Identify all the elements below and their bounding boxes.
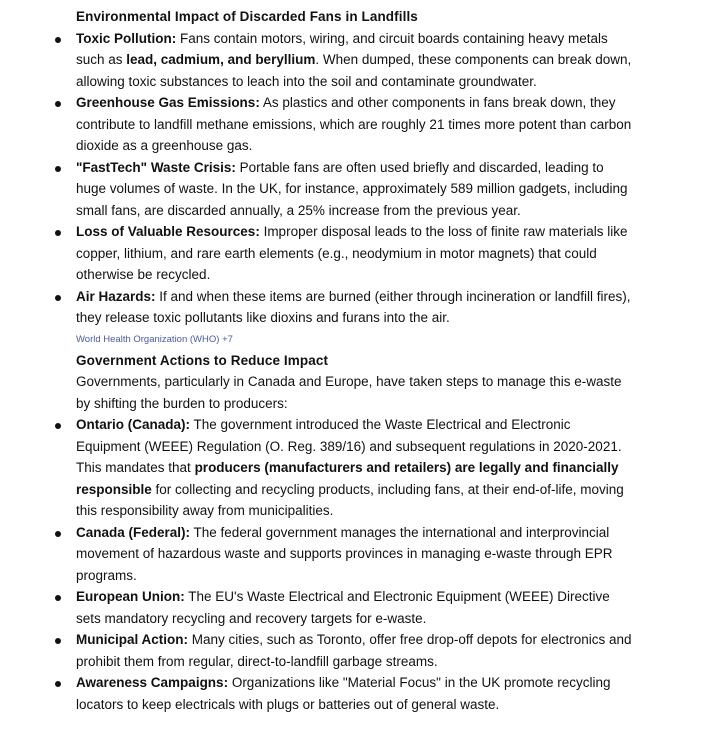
bullet-icon [55,37,61,43]
item-text: Portable fans are often used briefly and discarded, leading to huge volumes of waste. In the UK, for instance, approximately 589 million gadgets, including small fans, are discarded annually, a 25% increase from the previous year. [76,159,628,218]
bullet-icon [55,595,61,601]
item-text-after: . When dumped, these components can break down, allowing toxic substances to leach into the soil and contaminate groundwater. [76,52,632,89]
item-term: Loss of Valuable Resources: [76,224,260,239]
bullet-icon [55,531,61,537]
bullet-icon [55,295,61,301]
item-term: Toxic Pollution: [76,30,177,46]
item-bold-text: producers (manufacturers and retailers) are legally and financially responsible [76,460,619,497]
item-term: European Union: [76,589,185,604]
item-term: Awareness Campaigns: [76,675,229,690]
list-item [76,522,636,587]
item-text-after: for collecting and recycling products, including fans, at their end-of-life, moving this responsibility away from municipalities. [76,481,624,518]
bullet-icon [55,681,61,687]
government-actions-list [0,414,715,715]
item-term: "FastTech" Waste Crisis: [76,159,236,175]
item-term: Municipal Action: [76,632,188,647]
item-term: Ontario (Canada): [76,417,191,432]
item-text: Fans contain motors, wiring, and circuit boards containing heavy metals such as [76,30,608,67]
bullet-icon [55,230,61,236]
list-item [76,157,636,222]
list-item [76,629,636,672]
item-text: Many cities, such as Toronto, offer free drop-off depots for electronics and prohibit them from regular, direct-to-landfill garbage streams. [76,632,632,669]
item-term: Greenhouse Gas Emissions: [76,95,260,110]
section-intro-paragraph: Governments, particularly in Canada and Europe, have taken steps to manage this e-waste by shifting the burden to producers: [76,374,622,411]
source-citation-link[interactable]: World Health Organization (WHO) +7 [76,333,233,345]
bullet-icon [55,638,61,644]
bullet-icon [55,101,61,107]
item-text: As plastics and other components in fans break down, they contribute to landfill methane emissions, which are roughly 21 times more potent than carbon dioxide as a greenhouse gas. [76,95,632,153]
bullet-icon [55,166,61,172]
item-term: Canada (Federal): [76,524,191,540]
list-item [76,286,636,329]
section-heading-environmental-impact: Environmental Impact of Discarded Fans in Landfills [76,9,418,24]
list-item [76,414,636,522]
list-item [76,586,636,629]
list-item [76,28,636,93]
item-text: The EU's Waste Electrical and Electronic Equipment (WEEE) Directive sets mandatory recycling and recovery targets for e-waste. [76,589,610,626]
item-text: The government introduced the Waste Electrical and Electronic Equipment (WEEE) Regulation (O. Reg. 389/16) and subsequent regulations in 2020-2021. This mandates that [76,417,622,475]
section-heading-government-actions: Government Actions to Reduce Impact [76,352,329,368]
list-item [76,672,636,715]
item-text: Improper disposal leads to the loss of finite raw materials like copper, lithium, and rare earth elements (e.g., neodymium in motor magnets) that could otherwise be recycled. [76,224,628,282]
document [0,6,715,715]
list-item [76,221,636,286]
item-text: If and when these items are burned (either through incineration or landfill fires), they release toxic pollutants like dioxins and furans into the air. [76,288,631,325]
environmental-impact-list [0,28,715,329]
item-text: The federal government manages the international and interprovincial movement of hazardous waste and supports provinces in managing e-waste through EPR programs. [76,524,613,583]
item-text: Organizations like "Material Focus" in the UK promote recycling locators to keep electricals with plugs or batteries out of general waste. [76,675,611,712]
bullet-icon [55,423,61,429]
list-item [76,92,636,157]
item-bold-text: lead, cadmium, and beryllium [126,52,316,67]
item-term: Air Hazards: [76,288,156,304]
